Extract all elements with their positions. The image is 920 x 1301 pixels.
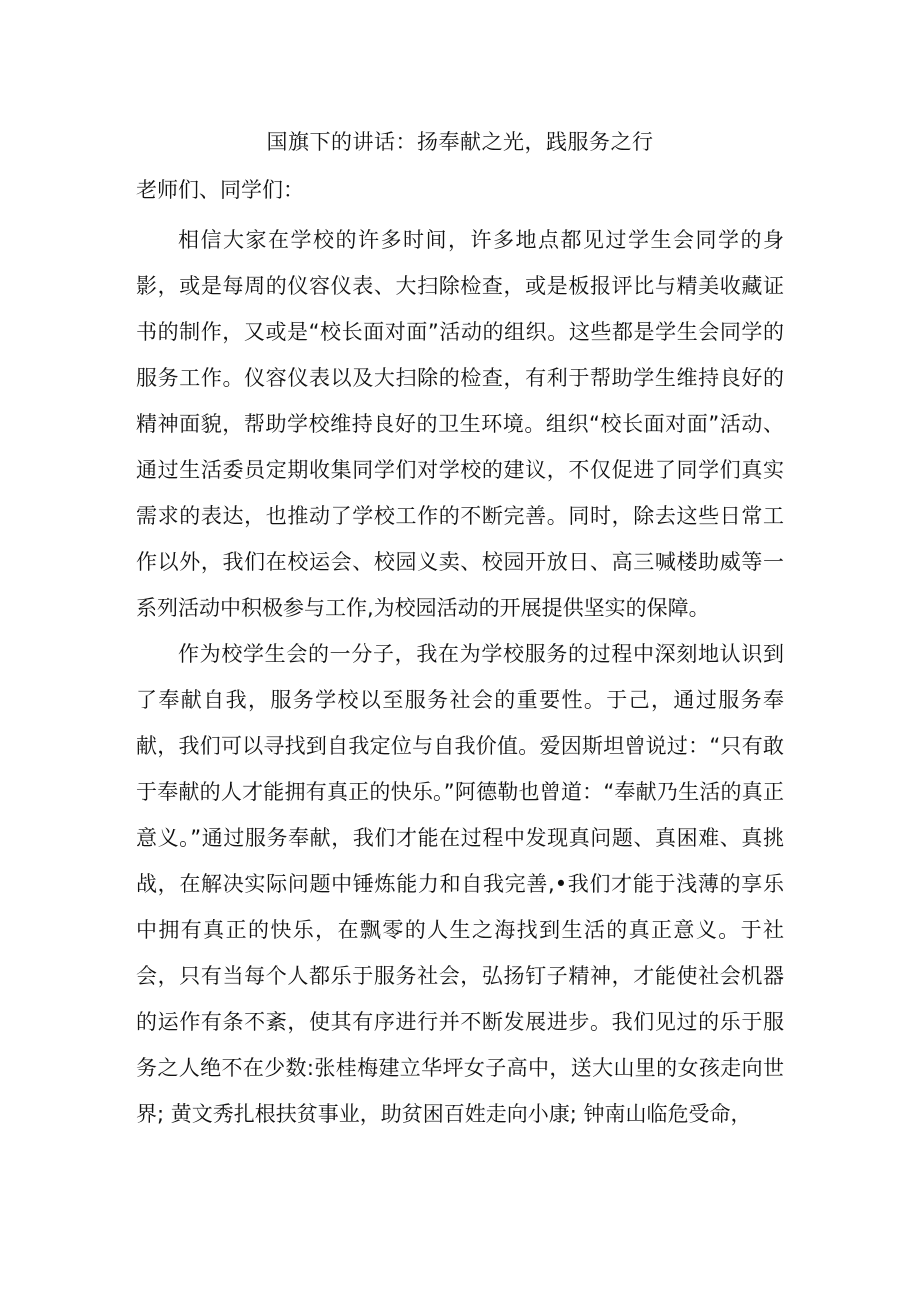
- speech-body: [136, 217, 784, 1137]
- paragraph-1: 相信大家在学校的许多时间，许多地点都见过学生会同学的身影，或是每周的仪容仪表、大扫除检查，或是板报评比与精美收藏证书的制作，又或是“校长面对面”活动的组织。这些都是学生会同学的服务工作。仪容仪表以及大扫除的检查，有利于帮助学生维持良好的精神面貌，帮助学校维持良好的卫生环境。组织“校长面对面”活动、通过生活委员定期收集同学们对学校的建议，不仅促进了同学们真实需求的表达，也推动了学校工作的不断完善。同时，除去这些日常工作以外，我们在校运会、校园义卖、校园开放日、高三喊楼助威等一系列活动中积极参与工作,为校园活动的开展提供坚实的保障。: [136, 228, 784, 620]
- salutation: 老师们、同学们：: [136, 178, 304, 202]
- paragraph-2: 作为校学生会的一分子，我在为学校服务的过程中深刻地认识到了奉献自我，服务学校以至服务社会的重要性。于己，通过服务奉献，我们可以寻找到自我定位与自我价值。爱因斯坦曾说过：“只有敢于奉献的人才能拥有真正的快乐。”阿德勒也曾道：“奉献乃生活的真正意义。”通过服务奉献，我们才能在过程中发现真问题、真困难、真挑战，在解决实际问题中锤炼能力和自我完善,•我们才能于浅薄的享乐中拥有真正的快乐，在飘零的人生之海找到生活的真正意义。于社会，只有当每个人都乐于服务社会，弘扬钉子精神，才能使社会机器的运作有条不紊，使其有序进行并不断发展进步。我们见过的乐于服务之人绝不在少数:张桂梅建立华坪女子高中，送大山里的女孩走向世界; 黄文秀扎根扶贫事业，助贫困百姓走向小康; 钟南山临危受命，: [136, 642, 784, 1126]
- page-title: 国旗下的讲话：扬奉献之光，践服务之行: [266, 130, 654, 154]
